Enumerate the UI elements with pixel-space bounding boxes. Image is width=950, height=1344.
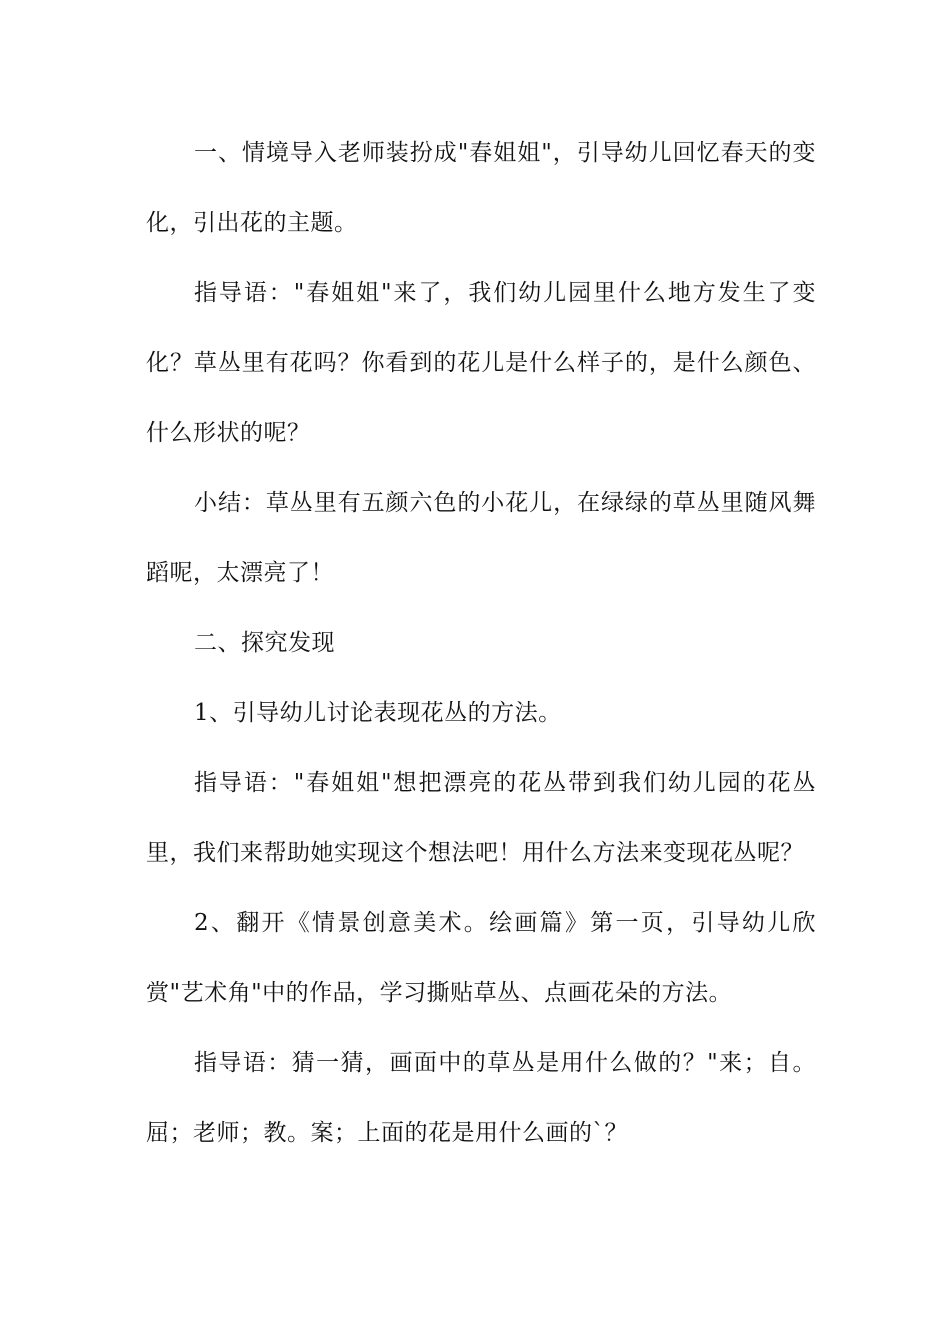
paragraph-step-1: 1、引导幼儿讨论表现花丛的方法。 xyxy=(194,700,562,726)
paragraph-guide-question-2: 指导语："春姐姐"想把漂亮的花丛带到我们幼儿园的花丛里，我们来帮助她实现这个想法吧！用什么方法来变现花丛呢？ xyxy=(146,770,816,866)
paragraph-step-2: 2、翻开《情景创意美术。绘画篇》第一页，引导幼儿欣赏"艺术角"中的作品，学习撕贴草丛、点画花朵的方法。 xyxy=(146,910,816,1006)
paragraph-intro-situation: 一、情境导入老师装扮成"春姐姐"，引导幼儿回忆春天的变化，引出花的主题。 xyxy=(146,140,816,236)
paragraph-summary: 小结：草丛里有五颜六色的小花儿，在绿绿的草丛里随风舞蹈呢，太漂亮了！ xyxy=(146,490,816,586)
document-body xyxy=(146,118,816,1168)
section-heading-explore: 二、探究发现 xyxy=(194,630,335,656)
paragraph-guide-question-1: 指导语："春姐姐"来了，我们幼儿园里什么地方发生了变化？草丛里有花吗？你看到的花儿是什么样子的，是什么颜色、什么形状的呢？ xyxy=(146,280,816,446)
paragraph-guide-question-3: 指导语：猜一猜，画面中的草丛是用什么做的？"来；自。屈；老师；教。案；上面的花是用什么画的`？ xyxy=(146,1050,816,1146)
